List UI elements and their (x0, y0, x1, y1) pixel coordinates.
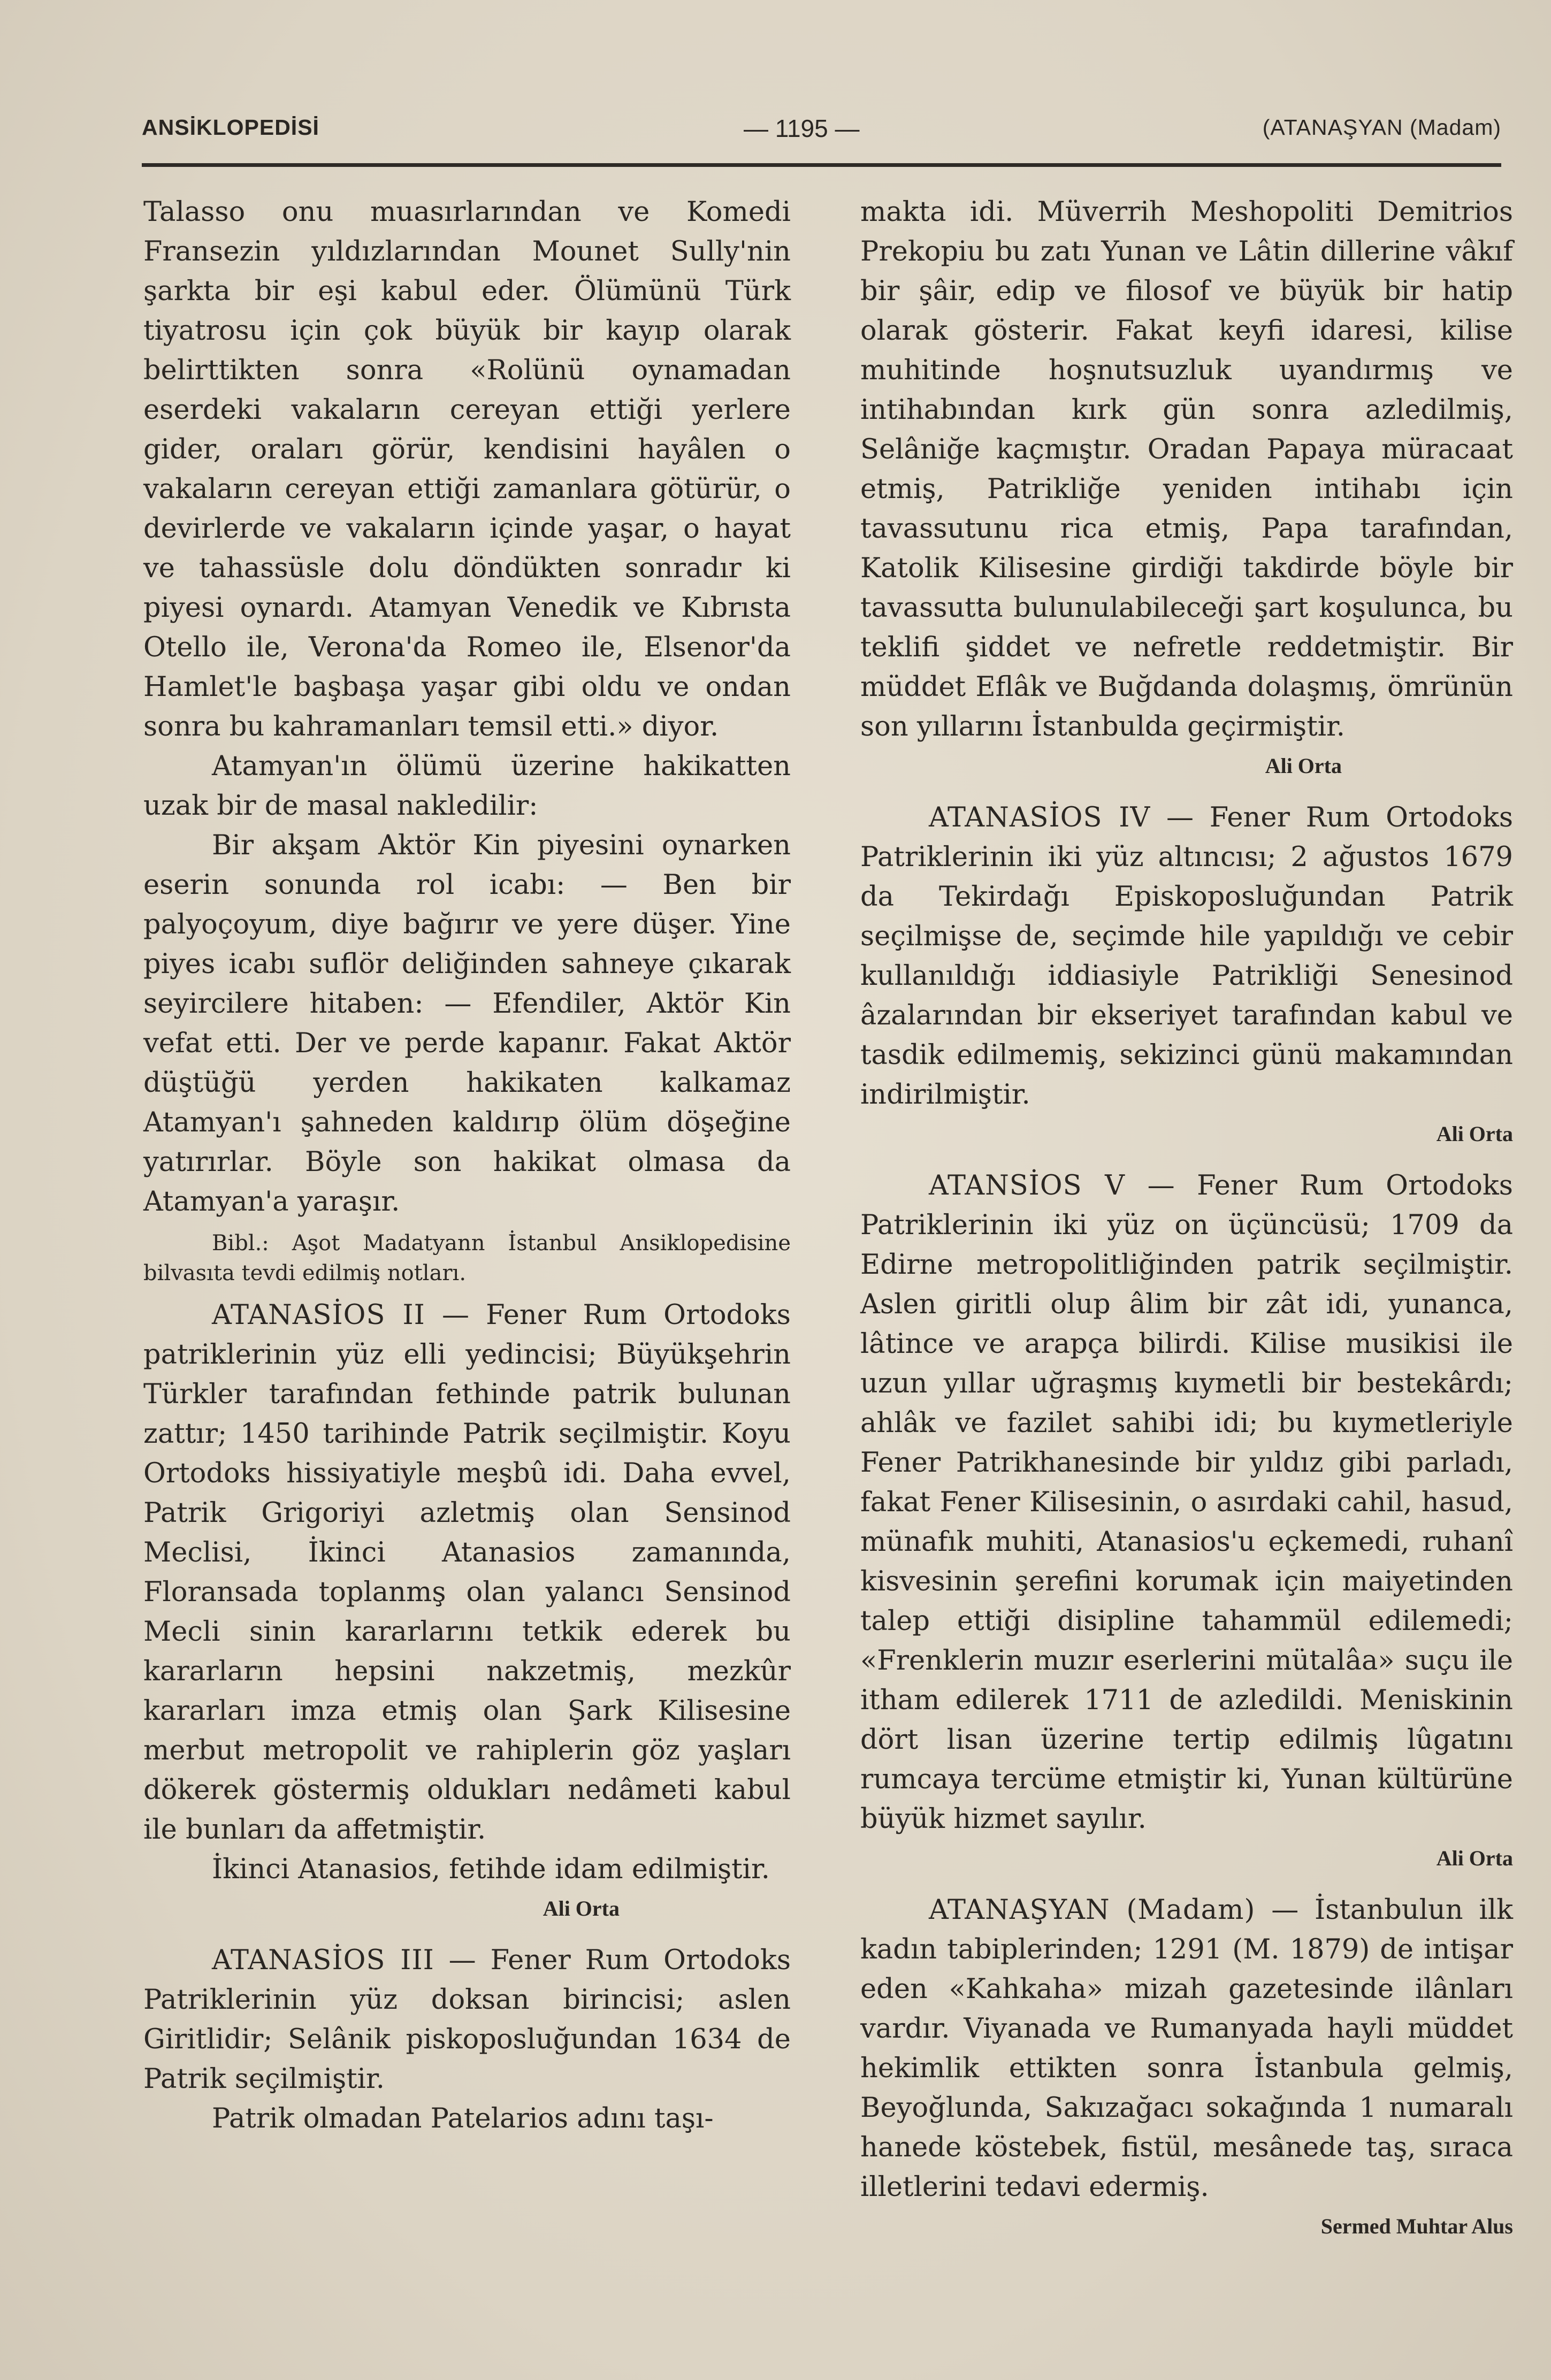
paragraph: İkinci Atanasios, fetihde idam edilmiştir. (212, 1854, 770, 1885)
entry-atanasios-iii (143, 1941, 791, 2099)
bibliography-note: Bibl.: Aşot Madatyann İstanbul Ansiklopedisine bilvasıta tevdi edilmiş notları. (143, 1231, 791, 1285)
paragraph: Bir akşam Aktör Kin piyesini oynarken eserin sonunda rol icabı: — Ben bir palyoçoyum, diye bağırır ve yere düşer. Yine piyes icabı suflör deliğinden sahneye çıkarak seyircilere hitaben: — Efendiler, Aktör Kin vefat etti. Der ve perde kapanır. Fakat Aktör düştüğü yerden hakikaten kalkamaz Atamyan'ı şahneden kaldırıp ölüm döşeğine yatırırlar. Böyle son hakikat olmasa da Atamyan'a yaraşır. (143, 830, 791, 1218)
entry-atanasios-ii (143, 1296, 791, 1850)
entry-body: — Fener Rum Ortodoks patriklerinin yüz elli yedincisi; Büyükşehrin Türkler tarafından fethinde patrik bulunan zattır; 1450 tarihinde Patrik seçilmiştir. Koyu Ortodoks hissiyatiyle meşbû idi. Daha evvel, Patrik Grigoriyi azletmiş olan Sensinod Meclisi, İkinci Atanasios zamanında, Floransada toplanmş olan yalancı Sensinod Mecli sinin kararlarını tetkik ederek bu kararların hepsini nakzetmiş, mezkûr kararları imza etmiş olan Şark Kilisesine merbut metropolit ve rahiplerin göz yaşları dökerek göstermiş oldukları nedâmeti kabul ile bunları da affetmiştir. (143, 1299, 791, 1846)
header-rule (142, 163, 1501, 167)
entry-heading: ATANASİOS IV (929, 802, 1151, 833)
paragraph: Talasso onu muasırlarından ve Komedi Fransezin yıldızlarından Mounet Sully'nin şarkta bir eşi kabul eder. Ölümünü Türk tiyatrosu için çok büyük bir kayıp olarak belirttikten sonra «Rolünü oynamadan eserdeki vakaların cereyan ettiği yerlere gider, oraları görür, kendisini hayâlen o vakaların cereyan ettiği zamanlara götürür, o devirlerde ve vakaların içinde yaşar, o hayat ve tahassüsle dolu döndükten sonradır ki piyesi oynardı. Atamyan Venedik ve Kıbrısta Otello ile, Verona'da Romeo ile, Elsenor'da Hamlet'le başbaşa yaşar gibi oldu ve ondan sonra bu kahramanları temsil etti.» diyor. (143, 196, 791, 743)
right-column (860, 193, 1513, 2259)
entry-body: — Fener Rum Ortodoks Patriklerinin iki yüz on üçüncüsü; 1709 da Edirne metropolitliğinden patrik seçilmiştir. Aslen giritli olup âlim bir zât idi, yunanca, lâtince ve arapça bilirdi. Kilise musikisi ile uzun yıllar uğraşmış kıymetli bir bestekârdı; ahlâk ve fazilet sahibi idi; bu kıymetleriyle Fener Patrikhanesinde bir yıldız gibi parladı, fakat Fener Kilisesinin, o asırdaki cahil, hasud, münafık muhiti, Atanasios'u eçkemedi, ruhanî kisvesinin şerefini korumak için maiyetinden talep ettiği disipline tahammül edilemedi; «Frenklerin muzır eserlerini mütalâa» suçu ile itham edilerek 1711 de azledildi. Meniskinin dört lisan üzerine tertip edilmiş lûgatını rumcaya tercüme etmiştir ki, Yunan kültürüne büyük hizmet sayılır. (860, 1170, 1513, 1835)
left-column (143, 193, 791, 2139)
header-entry-range: (ATANAŞYAN (Madam) (1262, 115, 1501, 140)
author-signature: Ali Orta (1436, 1122, 1513, 1146)
entry-atansios-v (860, 1166, 1513, 1839)
header-title: ANSİKLOPEDİSİ (142, 115, 319, 140)
entry-body: — Fener Rum Ortodoks Patriklerinin yüz doksan birincisi; aslen Giritlidir; Selânik piskoposluğundan 1634 de Patrik seçilmiştir. (143, 1945, 791, 2095)
paragraph: Atamyan'ın ölümü üzerine hakikatten uzak bir de masal nakledilir: (143, 751, 791, 822)
entry-atanasyan (860, 1891, 1513, 2207)
entry-heading: ATANSİOS V (929, 1170, 1125, 1202)
entry-atanasios-iv (860, 798, 1513, 1115)
entry-heading: ATANASİOS II (212, 1299, 425, 1331)
author-signature: Ali Orta (1265, 754, 1342, 778)
running-head (142, 115, 1501, 152)
author-signature: Ali Orta (543, 1896, 620, 1920)
entry-heading: ATANASİOS III (212, 1945, 434, 1976)
entry-body: — İstanbulun ilk kadın tabiplerinden; 1291 (M. 1879) de intişar eden «Kahkaha» mizah gazetesinde ilânları vardır. Viyanada ve Rumanyada hayli müddet hekimlik ettikten sonra İstanbula gelmiş, Beyoğlunda, Sakızağacı sokağında 1 numaralı hanede köstebek, fistül, mesânede taş, sıraca illetlerini tedavi edermiş. (860, 1894, 1513, 2203)
page-number: — 1195 — (744, 114, 860, 142)
paragraph: Patrik olmadan Patelarios adını taşı- (212, 2103, 714, 2134)
entry-heading: ATANAŞYAN (Madam) (929, 1894, 1256, 1926)
author-signature: Ali Orta (1436, 1846, 1513, 1870)
paragraph: makta idi. Müverrih Meshopoliti Demitrios Prekopiu bu zatı Yunan ve Lâtin dillerine vâkıf bir şâir, edip ve filosof ve büyük bir hatip olarak gösterir. Fakat keyfi idaresi, kilise muhitinde hoşnutsuzluk uyandırmış ve intihabından kırk gün sonra azledilmiş, Selâniğe kaçmıştır. Oradan Papaya müracaat etmiş, Patrikliğe yeniden intihabı için tavassutunu rica etmiş, Papa tarafından, Katolik Kilisesine girdiği takdirde böyle bir tavassutta bulunulabileceği şart koşulunca, bu teklifi şiddet ve nefretle reddetmiştir. Bir müddet Eflâk ve Buğdanda dolaşmış, ömrünün son yıllarını İstanbulda geçirmiştir. (860, 196, 1513, 743)
entry-body: — Fener Rum Ortodoks Patriklerinin iki yüz altıncısı; 2 ağustos 1679 da Tekirdağı Episkoposluğundan Patrik seçilmişse de, seçimde hile yapıldığı ve cebir kullanıldığı iddiasiyle Patrikliği Senesinod âzalarından bir ekseriyet tarafından kabul ve tasdik edilmemiş, sekizinci günü makamından indirilmiştir. (860, 802, 1513, 1111)
author-signature: Sermed Muhtar Alus (1320, 2214, 1513, 2238)
